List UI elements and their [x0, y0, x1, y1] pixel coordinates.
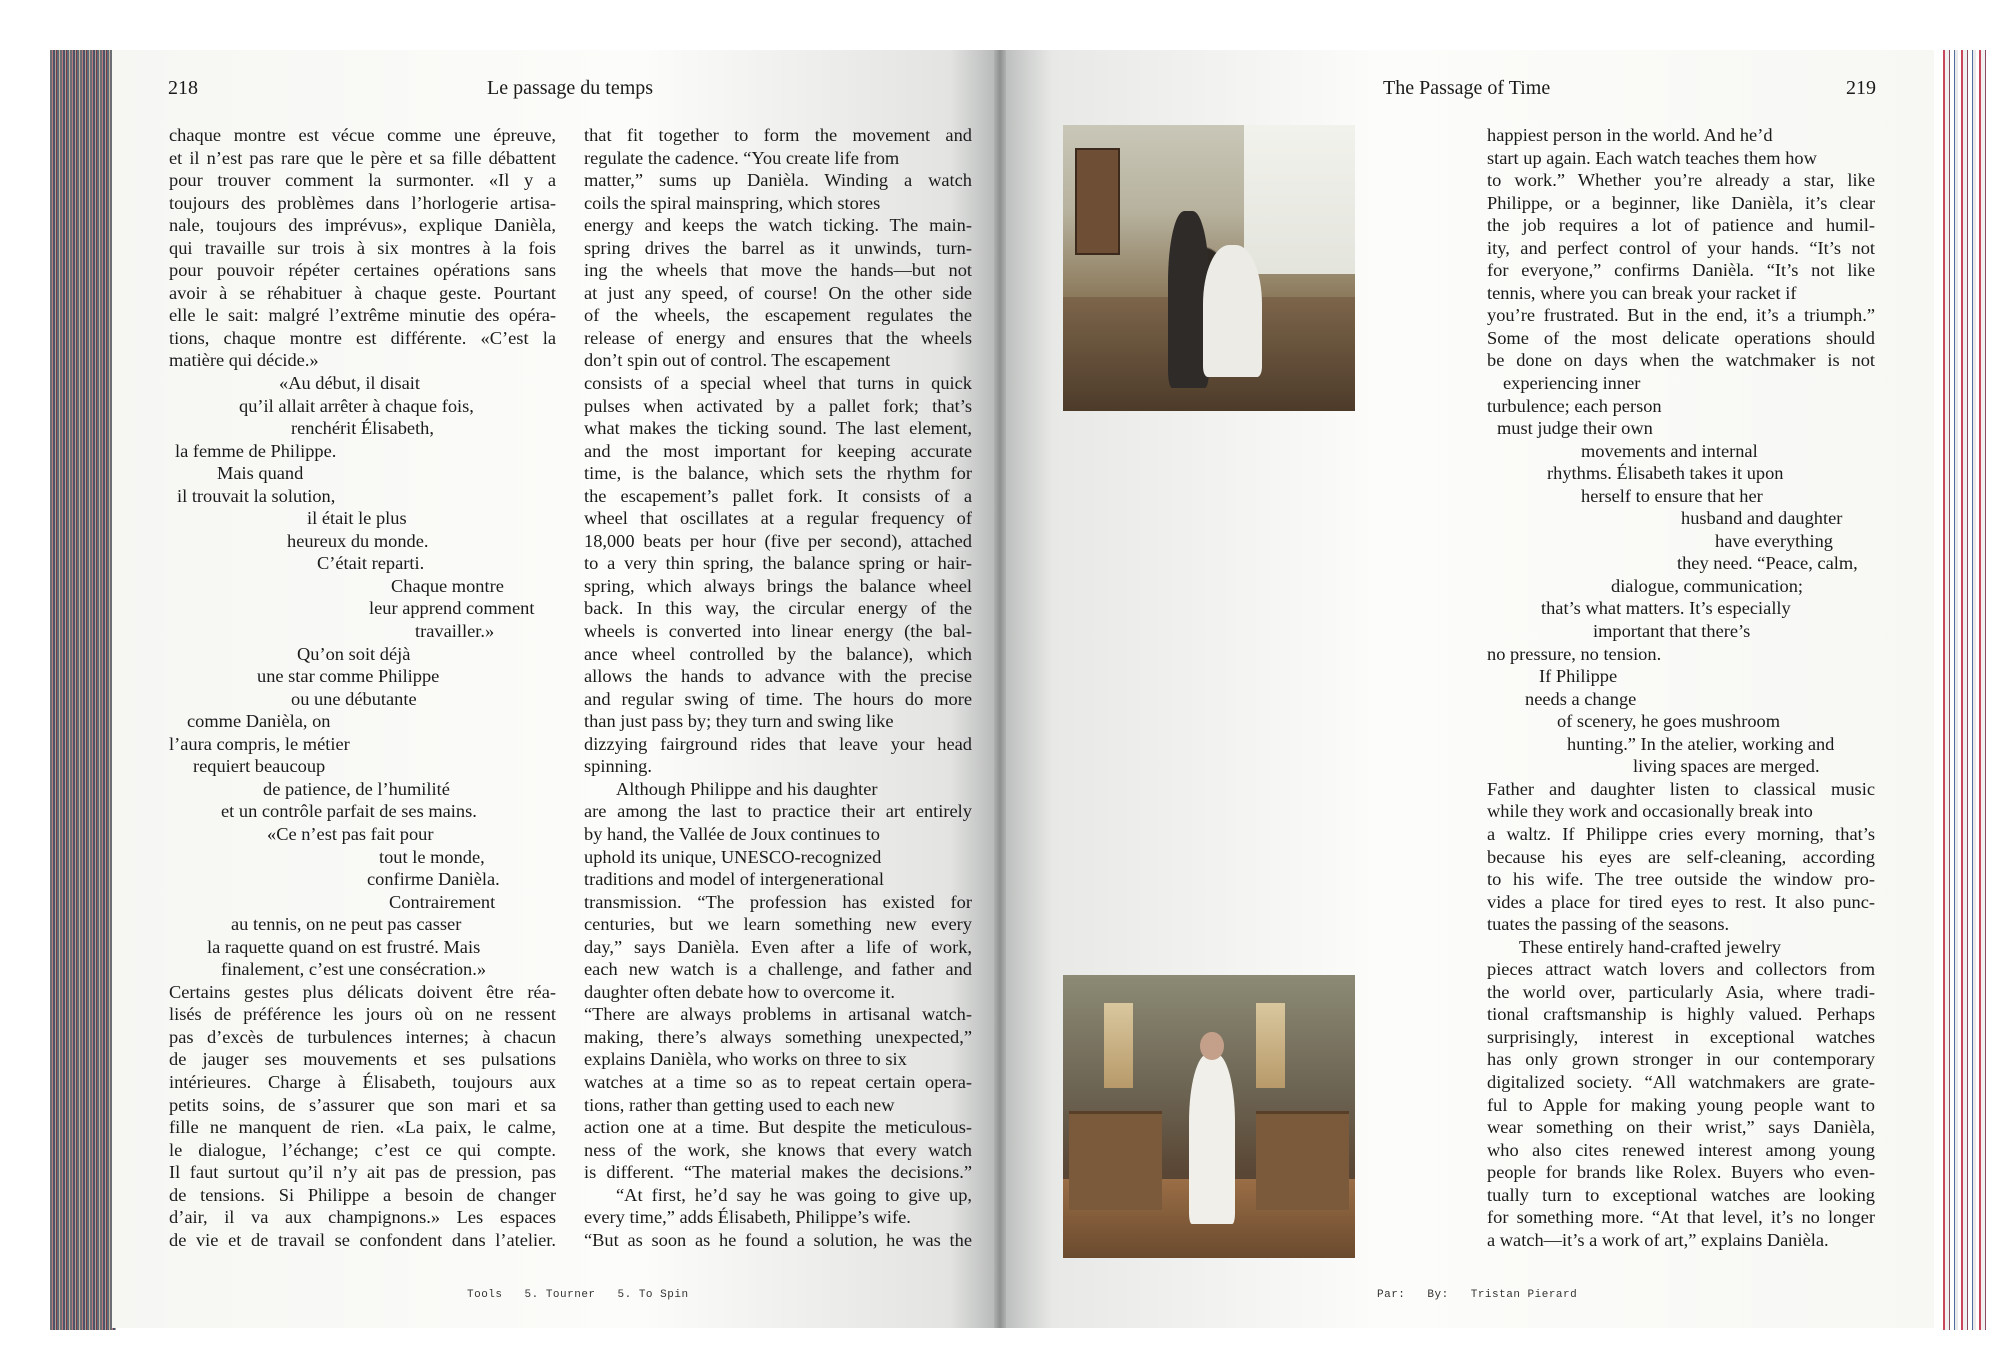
text-line: movements and internal — [1581, 440, 1758, 461]
text-line: allows the hands to advance with the precise — [584, 666, 972, 687]
text-line: to a very thin spring, the balance spring or hair- — [584, 553, 972, 574]
text-line: each new watch is a challenge, and father and — [584, 959, 972, 980]
text-line: au tennis, on ne peut pas casser — [231, 914, 462, 935]
text-line: l’aura compris, le métier — [169, 733, 350, 754]
text-line: vides a place for tired eyes to rest. It also punc- — [1487, 891, 1875, 912]
footer-right — [1377, 1289, 1599, 1301]
text-line: you’re frustrated. But in the end, it’s a triumph.” — [1487, 305, 1875, 326]
text-line: et un contrôle parfait de ses mains. — [221, 801, 477, 822]
text-line: because his eyes are self-cleaning, according — [1487, 846, 1875, 867]
text-line: must judge their own — [1497, 418, 1653, 439]
text-line: Qu’on soit déjà — [297, 643, 411, 664]
text-line: Father and daughter listen to classical music — [1487, 778, 1875, 799]
text-line: consists of a special wheel that turns in quick — [584, 373, 972, 394]
text-line: d’air, il va aux champignons.» Les espaces — [169, 1207, 556, 1228]
text-line: dizzying fairground rides that leave your head — [584, 733, 972, 754]
text-line: wear something on their wrist,” says Danièla, — [1487, 1117, 1875, 1138]
text-line: Contrairement — [389, 891, 496, 912]
text-line: a watch—it’s a work of art,” explains Danièla. — [1487, 1229, 1829, 1250]
text-line: tions, rather than getting used to each new — [584, 1094, 895, 1115]
text-line: while they work and occasionally break into — [1487, 801, 1813, 822]
text-line: happiest person in the world. And he’d — [1487, 125, 1773, 145]
text-line: et il n’est pas rare que le père et sa fille débattent — [169, 147, 556, 168]
text-line: travailler.» — [415, 621, 495, 642]
text-line: experiencing inner — [1503, 373, 1641, 394]
text-line: action one at a time. But despite the meticulous- — [584, 1117, 972, 1138]
text-line: dialogue, communication; — [1611, 575, 1804, 596]
text-line: the escapement’s pallet fork. It consists of a — [584, 485, 972, 506]
text-line: tuates the passing of the seasons. — [1487, 914, 1730, 935]
text-line: uphold its unique, UNESCO-recognized — [584, 846, 882, 867]
text-line: and regular swing of time. The hours do more — [584, 688, 972, 709]
text-line: ou une débutante — [291, 688, 417, 709]
text-line: regulate the cadence. “You create life from — [584, 147, 900, 168]
running-title-left: Le passage du temps — [487, 77, 654, 99]
text-line: they need. “Peace, calm, — [1677, 553, 1858, 574]
text-line: avoir à se réhabituer à chaque geste. Pourtant — [169, 282, 556, 303]
text-line: energy and keeps the watch ticking. The main- — [584, 215, 972, 236]
text-line: il trouvait la solution, — [177, 485, 336, 506]
text-line: tually turn to exceptional watches are looking — [1487, 1184, 1875, 1205]
text-line: making, there’s always something unexpected,” — [584, 1026, 972, 1047]
text-line: that fit together to form the movement and — [584, 125, 972, 145]
text-line: confirme Danièla. — [367, 869, 500, 890]
text-line: to work.” Whether you’re already a star, like — [1487, 170, 1875, 191]
text-line: the job requires a lot of patience and humil- — [1487, 215, 1875, 236]
text-line: tout le monde, — [379, 846, 485, 867]
text-line: «Au début, il disait — [279, 373, 420, 394]
text-line: nale, toujours des imprévus», explique Danièla, — [169, 215, 556, 236]
footer-right-by-en: By: — [1427, 1289, 1449, 1301]
text-line: pour pouvoir répéter certaines opérations sans — [169, 260, 556, 281]
text-line: il était le plus — [307, 508, 407, 529]
text-line: finalement, c’est une consécration.» — [221, 959, 487, 980]
text-line: explains Danièla, who works on three to six — [584, 1049, 907, 1070]
text-line: what makes the ticking sound. The last element, — [584, 418, 972, 439]
text-line: «Ce n’est pas fait pour — [267, 823, 434, 844]
text-line: be done on days when the watchmaker is not — [1487, 350, 1875, 371]
text-line: “There are always problems in artisanal watch- — [584, 1004, 972, 1025]
text-line: tennis, where you can break your racket if — [1487, 282, 1797, 303]
text-line: wheel that oscillates at a regular frequency of — [584, 508, 972, 529]
text-line: pulses when activated by a pallet fork; that’s — [584, 395, 972, 416]
text-line: These entirely hand-crafted jewelry — [1519, 936, 1781, 957]
text-line: spring, which always brings the balance wheel — [584, 575, 972, 596]
text-line: lisés de préférence les jours où on ne ressent — [169, 1004, 556, 1025]
text-line: ness of the work, she knows that every watch — [584, 1139, 972, 1160]
text-line: the world over, particularly Asia, where tradi- — [1487, 981, 1875, 1002]
text-line: une star comme Philippe — [257, 666, 440, 687]
text-line: Some of the most delicate operations should — [1487, 327, 1875, 348]
text-line: le dialogue, l’échange; c’est ce qui compte. — [169, 1139, 556, 1160]
text-line: la raquette quand on est frustré. Mais — [207, 936, 481, 957]
text-line: who also cites renewed interest among young — [1487, 1139, 1875, 1160]
text-line: living spaces are merged. — [1633, 756, 1820, 777]
left-column-french — [169, 124, 556, 1251]
text-line: fille ne manquent de rien. «La paix, le calme, — [169, 1117, 556, 1138]
page-number-right: 219 — [1846, 77, 1876, 99]
text-line: a waltz. If Philippe cries every morning, that’s — [1487, 823, 1875, 844]
text-line: pas d’excès de turbulences internes; à chacun — [169, 1026, 556, 1047]
text-line: coils the spiral mainspring, which stores — [584, 192, 881, 213]
text-line: don’t spin out of control. The escapement — [584, 350, 891, 371]
text-line: Although Philippe and his daughter — [616, 778, 878, 799]
text-line: C’était reparti. — [317, 553, 425, 574]
text-line: that’s what matters. It’s especially — [1541, 598, 1791, 619]
text-line: tional craftsmanship is highly valued. Perhaps — [1487, 1004, 1875, 1025]
running-title-right: The Passage of Time — [1383, 77, 1551, 99]
text-line: de patience, de l’humilité — [263, 778, 450, 799]
text-line: petits soins, de s’assurer que son mari et sa — [169, 1094, 556, 1115]
footer-left-section: Tools — [467, 1289, 503, 1301]
text-line: de tensions. Si Philippe a besoin de changer — [169, 1184, 556, 1205]
text-line: turbulence; each person — [1487, 395, 1662, 416]
text-line: ing the wheels that move the hands—but not — [584, 260, 972, 281]
text-line: wheels is converted into linear energy (the bal- — [584, 621, 972, 642]
text-line: by hand, the Vallée de Joux continues to — [584, 823, 880, 844]
footer-left-chapter-fr: 5. Tourner — [524, 1289, 596, 1301]
text-line: spring drives the barrel as it unwinds, turn- — [584, 237, 972, 258]
text-line: start up again. Each watch teaches them how — [1487, 147, 1817, 168]
text-line: release of energy and ensures that the wheels — [584, 327, 972, 348]
book-gutter — [994, 50, 1006, 1328]
text-line: and the most important for keeping accurate — [584, 440, 972, 461]
text-line: leur apprend comment — [369, 598, 535, 619]
text-line: every time,” adds Élisabeth, Philippe’s wife. — [584, 1207, 911, 1228]
text-line: ful to Apple for making young people want to — [1487, 1094, 1875, 1115]
text-line: 18,000 beats per hour (five per second), attached — [584, 530, 972, 551]
text-line: Philippe, or a beginner, like Danièla, it’s clear — [1487, 192, 1875, 213]
text-line: pieces attract watch lovers and collectors from — [1487, 959, 1875, 980]
page-edge-left — [50, 50, 116, 1330]
text-line: centuries, but we learn something new every — [584, 914, 972, 935]
text-line: to his wife. The tree outside the window pro- — [1487, 869, 1875, 890]
page-edge-right — [1940, 50, 1988, 1330]
text-line: for everyone,” confirms Danièla. “It’s not like — [1487, 260, 1875, 281]
text-line: Certains gestes plus délicats doivent être réa- — [169, 981, 556, 1002]
text-line: digitalized society. “All watchmakers are grate- — [1487, 1071, 1875, 1092]
text-line: herself to ensure that her — [1581, 485, 1763, 506]
text-line: of the wheels, the escapement regulates the — [584, 305, 972, 326]
text-line: for something more. “At that level, it’s no longer — [1487, 1207, 1875, 1228]
text-line: toujours des problèmes dans l’horlogerie artisa- — [169, 192, 556, 213]
text-line: important that there’s — [1593, 621, 1751, 642]
text-line: ity, and perfect control of your hands. “It’s not — [1487, 237, 1875, 258]
text-line: spinning. — [584, 756, 652, 777]
text-line: de vie et de travail se confondent dans l’atelier. — [169, 1229, 556, 1250]
text-line: renchérit Élisabeth, — [291, 418, 434, 439]
text-line: elle le sait: malgré l’extrême minutie des opéra- — [169, 305, 556, 326]
text-line: “At first, he’d say he was going to give up, — [616, 1184, 972, 1205]
text-line: qui travaille sur trois à six montres à la fois — [169, 237, 556, 258]
text-line: Mais quand — [217, 463, 304, 484]
footer-left — [467, 1289, 711, 1301]
text-line: chaque montre est vécue comme une épreuve, — [169, 125, 556, 145]
text-line: surprisingly, interest in exceptional watches — [1487, 1026, 1875, 1047]
text-line: no pressure, no tension. — [1487, 643, 1662, 664]
text-line: pour trouver comment la surmonter. «Il y a — [169, 170, 556, 191]
text-line: back. In this way, the circular energy of the — [584, 598, 972, 619]
text-line: transmission. “The profession has existed for — [584, 891, 972, 912]
text-line: hunting.” In the atelier, working and — [1567, 733, 1835, 754]
footer-right-author: Tristan Pierard — [1470, 1289, 1578, 1301]
text-line: matière qui décide.» — [169, 350, 319, 371]
text-line: people for brands like Rolex. Buyers who even- — [1487, 1162, 1875, 1183]
text-line: day,” says Danièla. Even after a life of work, — [584, 936, 972, 957]
text-line: de jauger ses mouvements et ses pulsations — [169, 1049, 556, 1070]
text-line: is different. “The material makes the decisions.” — [584, 1162, 972, 1183]
text-line: Chaque montre — [391, 575, 504, 596]
right-column-english — [1487, 124, 1875, 1251]
text-line: rhythms. Élisabeth takes it upon — [1547, 463, 1784, 484]
text-line: watches at a time so as to repeat certain opera- — [584, 1071, 972, 1092]
text-line: If Philippe — [1539, 666, 1618, 687]
text-line: have everything — [1715, 530, 1833, 551]
footer-right-by-fr: Par: — [1377, 1289, 1406, 1301]
photo-watchmaker-atelier — [1063, 975, 1355, 1258]
text-line: matter,” sums up Danièla. Winding a watch — [584, 170, 972, 191]
text-line: time, is the balance, which sets the rhythm for — [584, 463, 972, 484]
text-line: at just any speed, of course! On the other side — [584, 282, 972, 303]
text-line: la femme de Philippe. — [175, 440, 337, 461]
text-line: traditions and model of intergenerational — [584, 869, 884, 890]
text-line: of scenery, he goes mushroom — [1557, 711, 1781, 732]
text-line: needs a change — [1525, 688, 1637, 709]
text-line: requiert beaucoup — [193, 756, 326, 777]
text-line: husband and daughter — [1681, 508, 1843, 529]
left-column-english — [584, 124, 972, 1251]
text-line: daughter often debate how to overcome it. — [584, 981, 895, 1002]
text-line: “But as soon as he found a solution, he was the — [584, 1229, 972, 1250]
text-line: than just pass by; they turn and swing like — [584, 711, 894, 732]
text-line: are among the last to practice their art entirely — [584, 801, 972, 822]
text-line: heureux du monde. — [287, 530, 429, 551]
footer-left-chapter-en: 5. To Spin — [617, 1289, 689, 1301]
text-line: ance wheel controlled by the balance), which — [584, 643, 972, 664]
text-line: tions, chaque montre est différente. «C’est la — [169, 327, 556, 348]
text-line: Il faut surtout qu’il n’y ait pas de pression, pas — [169, 1162, 556, 1183]
text-line: qu’il allait arrêter à chaque fois, — [239, 395, 474, 416]
text-line: intérieures. Charge à Élisabeth, toujours aux — [169, 1071, 556, 1092]
text-line: has only grown stronger in our contemporary — [1487, 1049, 1875, 1070]
text-line: comme Danièla, on — [187, 711, 331, 732]
page-number-left: 218 — [168, 77, 198, 99]
photo-watchmaker-workbench — [1063, 125, 1355, 411]
